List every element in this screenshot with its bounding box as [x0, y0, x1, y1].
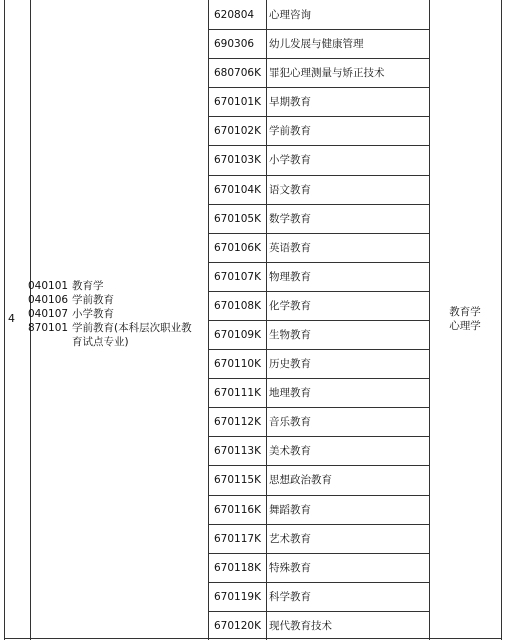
row-divider: [208, 204, 429, 205]
row-divider: [208, 58, 429, 59]
program-code: 670105K: [214, 212, 261, 225]
program-name: 思想政治教育: [269, 474, 332, 487]
program-code: 670106K: [214, 241, 261, 254]
program-code: 670111K: [214, 387, 261, 400]
subject-item: 心理学: [449, 320, 481, 332]
major-item: 040106 学前教育: [28, 294, 114, 306]
program-name: 地理教育: [269, 387, 311, 400]
program-name: 数学教育: [269, 212, 311, 225]
program-name: 学前教育: [269, 125, 311, 138]
major-item: 040107 小学教育: [28, 308, 114, 320]
program-code: 670112K: [214, 416, 261, 429]
program-name: 语文教育: [269, 183, 311, 196]
program-code: 670108K: [214, 299, 261, 312]
program-code: 670117K: [214, 532, 261, 545]
row-divider: [208, 378, 429, 379]
major-item: 040101 教育学: [28, 280, 104, 292]
row-number: 4: [8, 312, 15, 325]
row-divider: [208, 291, 429, 292]
program-name: 早期教育: [269, 96, 311, 109]
program-code: 670110K: [214, 358, 261, 371]
program-code: 670104K: [214, 183, 261, 196]
program-name: 音乐教育: [269, 416, 311, 429]
program-name: 艺术教育: [269, 532, 311, 545]
row-divider: [208, 553, 429, 554]
row-divider: [208, 87, 429, 88]
majors-list: [28, 279, 202, 349]
program-name: 化学教育: [269, 299, 311, 312]
row-divider: [208, 175, 429, 176]
major-item: 870101 学前教育(本科层次职业教育试点专业): [28, 322, 192, 348]
program-name: 生物教育: [269, 328, 311, 341]
program-name: 心理咨询: [269, 9, 311, 21]
row-divider: [208, 29, 429, 30]
row-divider: [208, 436, 429, 437]
row-divider: [208, 495, 429, 496]
program-code: 680706K: [214, 67, 261, 80]
table-border-right: [501, 0, 502, 640]
program-code: 620804: [214, 9, 255, 21]
program-name: 罪犯心理测量与矫正技术: [269, 67, 385, 80]
program-name: 历史教育: [269, 358, 311, 371]
program-name: 特殊教育: [269, 561, 311, 574]
row-divider: [208, 582, 429, 583]
program-code: 670101K: [214, 96, 261, 109]
table-border-bottom: [4, 638, 501, 639]
program-name: 英语教育: [269, 241, 311, 254]
row-divider: [208, 524, 429, 525]
row-divider: [208, 611, 429, 612]
program-name: 现代教育技术: [269, 619, 332, 632]
program-code: 670118K: [214, 561, 261, 574]
program-name: 物理教育: [269, 270, 311, 283]
row-divider: [208, 320, 429, 321]
program-code: 670109K: [214, 328, 261, 341]
program-code: 670116K: [214, 503, 261, 516]
row-divider: [208, 407, 429, 408]
program-name: 小学教育: [269, 154, 311, 167]
program-name: 幼儿发展与健康管理: [269, 38, 364, 51]
program-code: 670119K: [214, 590, 261, 603]
program-code: 670102K: [214, 125, 261, 138]
row-divider: [208, 465, 429, 466]
program-code: 670120K: [214, 619, 261, 632]
subject-cell: [430, 305, 500, 333]
program-name: 美术教育: [269, 445, 311, 458]
program-code: 690306: [214, 38, 255, 51]
row-divider: [208, 349, 429, 350]
program-code: 670115K: [214, 474, 261, 487]
subject-item: 教育学: [449, 306, 481, 318]
program-code: 670107K: [214, 270, 261, 283]
program-name: 舞蹈教育: [269, 503, 311, 516]
row-divider: [208, 145, 429, 146]
table-border-left: [4, 0, 5, 640]
program-code: 670113K: [214, 445, 261, 458]
row-divider: [208, 116, 429, 117]
row-divider: [208, 262, 429, 263]
program-code: 670103K: [214, 154, 261, 167]
row-divider: [208, 233, 429, 234]
program-name: 科学教育: [269, 590, 311, 603]
